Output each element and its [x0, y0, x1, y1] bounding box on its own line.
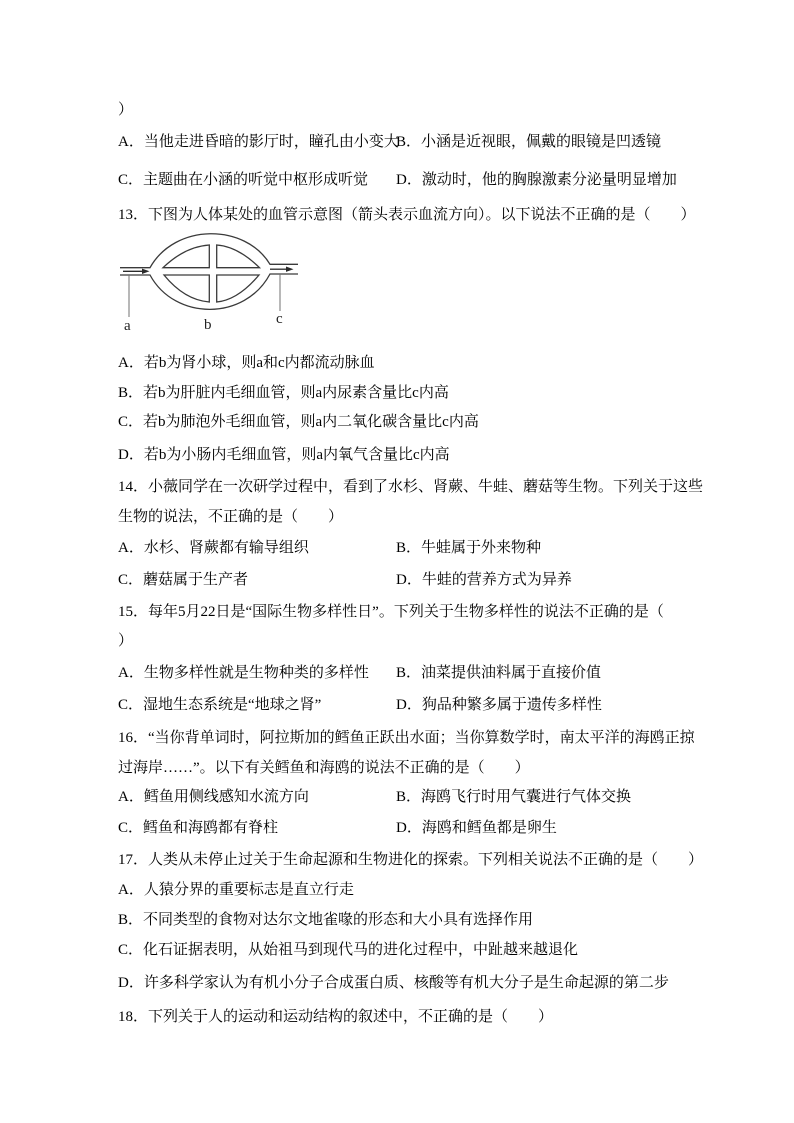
q17-stem: 17．人类从未停止过关于生命起源和生物进化的探索。下列相关说法不正确的是（ ） — [118, 852, 704, 868]
q17-option-d: D．许多科学家认为有机小分子合成蛋白质、核酸等有机大分子是生命起源的第二步 — [118, 975, 669, 991]
q12-option-d: D．激动时，他的胸腺激素分泌量明显增加 — [396, 172, 677, 188]
diagram-label-c: c — [276, 311, 283, 327]
q18-stem: 18．下列关于人的运动和运动结构的叙述中，不正确的是（ ） — [118, 1009, 554, 1025]
q16-option-b: B．海鸥飞行时用气囊进行气体交换 — [396, 789, 632, 805]
q12-option-b: B．小涵是近视眼，佩戴的眼镜是凹透镜 — [396, 134, 662, 150]
q13-option-b: B．若b为肝脏内毛细血管，则a内尿素含量比c内高 — [118, 385, 449, 401]
q14-option-d: D．牛蛙的营养方式为异养 — [396, 572, 572, 588]
q14-options-row1 — [118, 533, 542, 563]
q15-stem-line1: 15．每年5月22日是“国际生物多样性日”。下列关于生物多样性的说法不正确的是（ — [118, 604, 664, 620]
q13-stem: 13．下图为人体某处的血管示意图（箭头表示血流方向）。以下说法不正确的是（ ） — [118, 207, 696, 223]
q12-options-row2 — [118, 165, 677, 195]
q16-option-c: C．鳕鱼和海鸥都有脊柱 — [118, 820, 279, 836]
q14-stem-line1: 14．小薇同学在一次研学过程中，看到了水杉、肾蕨、牛蛙、蘑菇等生物。下列关于这些 — [118, 479, 704, 495]
q15-stem-line2: ） — [118, 633, 134, 649]
q16-options-row2 — [118, 813, 557, 843]
q14-option-c: C．蘑菇属于生产者 — [118, 572, 249, 588]
q13-option-a: A．若b为肾小球，则a和c内都流动脉血 — [118, 355, 375, 371]
q12-option-a: A．当他走进昏暗的影厅时，瞳孔由小变大 — [118, 134, 399, 150]
blood-vessel-diagram — [110, 225, 330, 337]
q16-stem-line1: 16．“当你背单词时，阿拉斯加的鳕鱼正跃出水面；当你算数学时，南太平洋的海鸥正掠 — [118, 730, 695, 746]
right-flow-arrowhead-icon — [286, 267, 294, 272]
q15-option-a: A．生物多样性就是生物种类的多样性 — [118, 665, 369, 681]
capillary-quadrant-br — [217, 275, 259, 302]
q15-options-row1 — [118, 658, 602, 688]
q17-option-b: B．不同类型的食物对达尔文地雀喙的形态和大小具有选择作用 — [118, 912, 534, 928]
q12-options-row1 — [118, 127, 662, 157]
q17-option-a: A．人猿分界的重要标志是直立行走 — [118, 882, 354, 898]
q15-option-d: D．狗品种繁多属于遗传多样性 — [396, 697, 602, 713]
q17-option-c: C．化石证据表明，从始祖马到现代马的进化过程中，中趾越来越退化 — [118, 942, 579, 958]
q16-stem-line2: 过海岸……”。以下有关鳕鱼和海鸥的说法不正确的是（ ） — [118, 760, 530, 776]
q15-options-row2 — [118, 690, 602, 720]
q16-option-a: A．鳕鱼用侧线感知水流方向 — [118, 789, 309, 805]
q14-option-b: B．牛蛙属于外来物种 — [396, 540, 542, 556]
diagram-label-b: b — [204, 317, 212, 333]
left-flow-arrowhead-icon — [142, 269, 150, 274]
q12-option-c: C．主题曲在小涵的听觉中枢形成听觉 — [118, 172, 369, 188]
q13-option-c: C．若b为肺泡外毛细血管，则a内二氧化碳含量比c内高 — [118, 414, 479, 430]
capillary-quadrant-tl — [163, 245, 209, 268]
q12-closing-paren: ） — [118, 102, 134, 118]
q15-option-b: B．油菜提供油料属于直接价值 — [396, 665, 602, 681]
q14-stem-line2: 生物的说法，不正确的是（ ） — [118, 509, 344, 525]
q16-option-d: D．海鸥和鳕鱼都是卵生 — [396, 820, 557, 836]
q14-option-a: A．水杉、肾蕨都有输导组织 — [118, 540, 309, 556]
capillary-quadrant-tr — [217, 245, 260, 268]
diagram-label-a: a — [124, 318, 131, 334]
q14-options-row2 — [118, 565, 572, 595]
q15-option-c: C．湿地生态系统是“地球之肾” — [118, 697, 322, 713]
q13-option-d: D．若b为小肠内毛细血管，则a内氧气含量比c内高 — [118, 447, 450, 463]
q16-options-row1 — [118, 782, 632, 812]
